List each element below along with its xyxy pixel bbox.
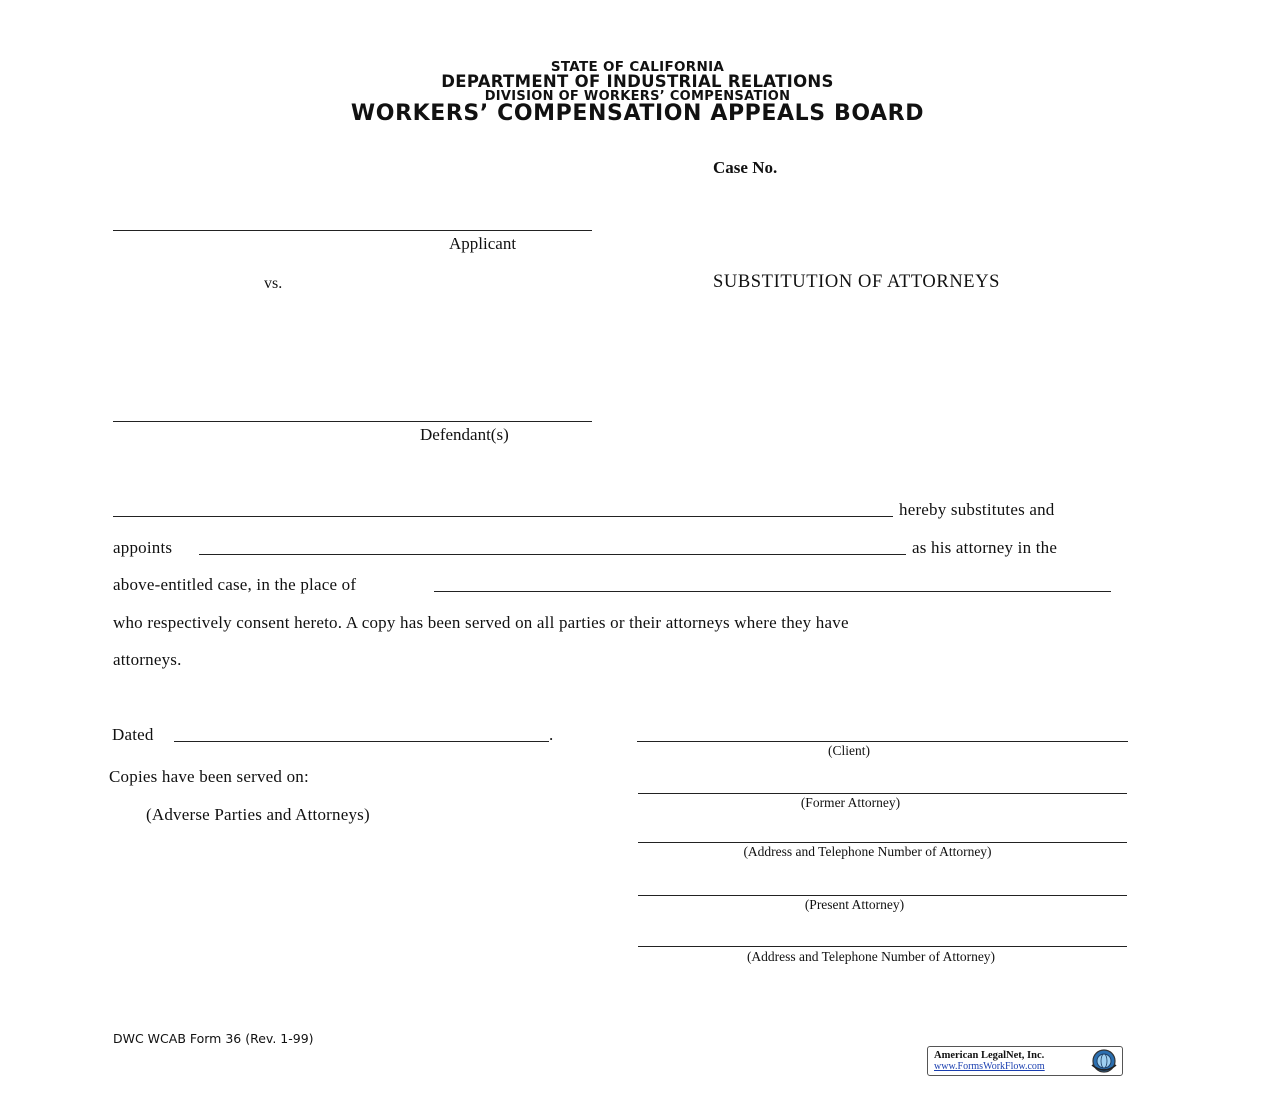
signature-label-present-address: (Address and Telephone Number of Attorney)	[746, 949, 996, 964]
body-line-2-prefix: appoints	[113, 538, 173, 557]
signature-label-present-attorney: (Present Attorney)	[804, 897, 905, 912]
signature-line-present-attorney[interactable]	[638, 895, 1127, 896]
substituting-party-line[interactable]	[113, 516, 893, 517]
new-attorney-line[interactable]	[199, 554, 906, 555]
vs-label: vs.	[264, 275, 283, 292]
former-attorney-line[interactable]	[434, 591, 1111, 592]
copies-served-label: Copies have been served on:	[109, 767, 309, 786]
body-line-4: who respectively consent hereto. A copy has been served on all parties or their attorneys where they have	[113, 613, 849, 632]
applicant-line[interactable]	[113, 230, 592, 231]
logo-company: American LegalNet, Inc.	[934, 1050, 1045, 1061]
adverse-parties-label: (Adverse Parties and Attorneys)	[146, 805, 370, 824]
applicant-label: Applicant	[449, 234, 517, 253]
signature-line-former-attorney[interactable]	[638, 793, 1127, 794]
logo-url[interactable]: www.FormsWorkFlow.com	[934, 1061, 1045, 1072]
body-line-2-suffix: as his attorney in the	[912, 538, 1058, 557]
case-no-label: Case No.	[713, 158, 778, 177]
signature-label-former-attorney: (Former Attorney)	[800, 795, 901, 810]
body-line-1: hereby substitutes and	[899, 500, 1055, 519]
dated-terminator: .	[549, 725, 554, 744]
american-legalnet-logo[interactable]	[927, 1046, 1123, 1076]
header-state: STATE OF CALIFORNIA	[550, 59, 725, 75]
form-id: DWC WCAB Form 36 (Rev. 1-99)	[113, 1031, 314, 1046]
signature-line-client[interactable]	[637, 741, 1128, 742]
header-board: WORKERS’ COMPENSATION APPEALS BOARD	[350, 101, 925, 126]
signature-line-former-address[interactable]	[638, 842, 1127, 843]
body-line-5: attorneys.	[113, 650, 182, 669]
globe-icon	[1086, 1048, 1120, 1074]
signature-label-client: (Client)	[828, 743, 870, 758]
defendant-line[interactable]	[113, 421, 592, 422]
dated-label: Dated	[112, 725, 154, 744]
dated-line[interactable]	[174, 741, 549, 742]
signature-line-present-address[interactable]	[638, 946, 1127, 947]
header-division: DIVISION OF WORKERS’ COMPENSATION	[484, 89, 791, 104]
header-department: DEPARTMENT OF INDUSTRIAL RELATIONS	[441, 72, 834, 91]
body-line-3-prefix: above-entitled case, in the place of	[113, 575, 357, 594]
signature-label-former-address: (Address and Telephone Number of Attorney)	[743, 844, 992, 859]
defendant-label: Defendant(s)	[420, 425, 509, 444]
document-title: SUBSTITUTION OF ATTORNEYS	[713, 272, 1001, 292]
